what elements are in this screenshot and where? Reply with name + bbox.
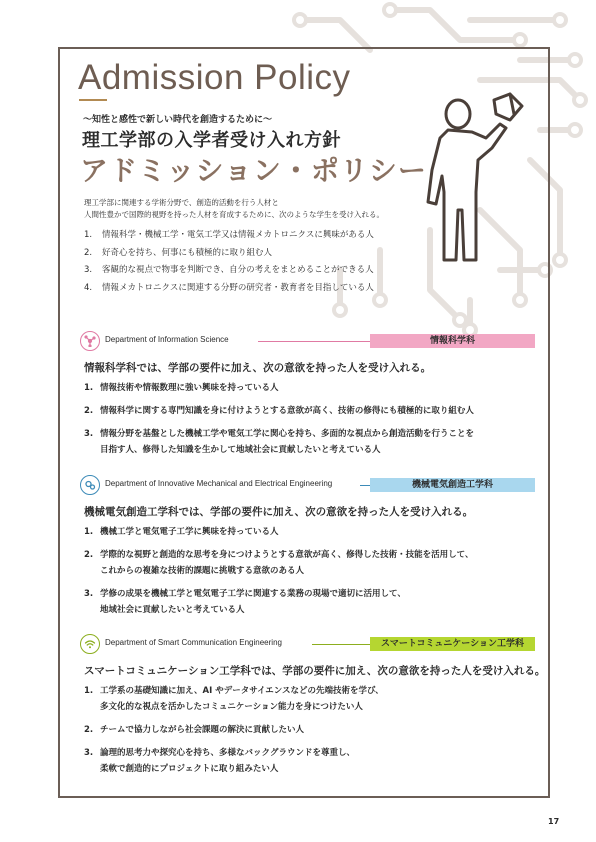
page-number: 17 [548, 817, 560, 826]
dept-divider [312, 644, 370, 645]
dept-divider [360, 485, 370, 486]
policy-item: 1. 情報科学・機械工学・電気工学又は情報メカトロニクスに興味がある人 [84, 230, 374, 240]
list-item: 2. チームで協力しながら社会課題の解決に貢献したい人 [84, 725, 305, 735]
dept-header-information-science [80, 331, 540, 353]
list-item: 3. 論理的思考力や探究心を持ち、多様なバックグラウンドを尊重し、 柔軟で創造的にプロジェクトに取り組みたい人 [84, 748, 356, 774]
wifi-icon [80, 634, 100, 654]
dept-criteria-list [84, 524, 544, 625]
dept-criteria-list [84, 683, 544, 784]
dept-name-jp: スマートコミュニケーション工学科 [370, 637, 535, 651]
dept-name-en: Department of Smart Communication Engineering [105, 638, 282, 647]
list-item: 1. 機械工学と電気電子工学に興味を持っている人 [84, 527, 279, 537]
policy-item: 3. 客観的な視点で物事を判断でき、自分の考えをまとめることができる人 [84, 265, 374, 275]
dept-divider [258, 341, 370, 342]
page-title-en: Admission Policy [78, 58, 351, 97]
page-title-jp: 理工学部の入学者受け入れ方針 [82, 130, 341, 151]
list-item: 1. 情報技術や情報数理に強い興味を持っている人 [84, 383, 279, 393]
dept-lead: スマートコミュニケーション工学科では、学部の要件に加え、次の意欲を持った人を受け入れる。 [84, 665, 546, 677]
list-item: 1. 工学系の基礎知識に加え、AI やデータサイエンスなどの先端技術を学び、 多文化的な視点を活かしたコミュニケーション能力を身につけたい人 [84, 686, 384, 712]
policy-item: 4. 情報メカトロニクスに関連する分野の研究者・教育者を目指している人 [84, 282, 374, 293]
dept-name-en: Department of Information Science [105, 335, 229, 344]
list-item: 2. 学際的な視野と創造的な思考を身につけようとする意欲が高く、修得した技術・技能を活用して、 これからの複雑な技術的課題に挑戦する意欲のある人 [84, 550, 474, 576]
dept-header-smart-communication [80, 634, 540, 656]
list-item: 3. 情報分野を基盤とした機械工学や電気工学に関心を持ち、多面的な視点から創造活動を行うことを 目指す人、修得した知識を生かして地域社会に貢献したいと考えている人 [84, 429, 475, 455]
page-subtitle: 〜知性と感性で新しい時代を創造するために〜 [83, 115, 273, 125]
list-item: 2. 情報科学に関する専門知識を身に付けようとする意欲が高く、技術の修得にも積極的に取り組む人 [84, 406, 474, 416]
page-title-katakana: アドミッション・ポリシー [80, 154, 427, 187]
dept-name-en: Department of Innovative Mechanical and Electrical Engineering [105, 479, 333, 488]
policy-list [84, 227, 374, 297]
network-icon [80, 331, 100, 351]
intro-line: 理工学部に関連する学術分野で、創造的活動を行う人材と [84, 198, 279, 207]
dept-name-jp: 機械電気創造工学科 [370, 478, 535, 492]
title-underline [79, 99, 107, 101]
person-reading-illustration [410, 92, 540, 262]
dept-header-mechanical-electrical [80, 475, 540, 497]
dept-lead: 機械電気創造工学科では、学部の要件に加え、次の意欲を持った人を受け入れる。 [84, 506, 474, 518]
dept-lead: 情報科学科では、学部の要件に加え、次の意欲を持った人を受け入れる。 [84, 362, 432, 374]
intro-line: 人間性豊かで国際的視野を持った人材を育成するために、次のような学生を受け入れる。 [84, 210, 384, 219]
intro-text [84, 197, 384, 221]
policy-item: 2. 好奇心を持ち、何事にも積極的に取り組む人 [84, 247, 273, 258]
gears-icon [80, 475, 100, 495]
dept-name-jp: 情報科学科 [370, 334, 535, 348]
dept-criteria-list [84, 380, 544, 465]
list-item: 3. 学修の成果を機械工学と電気電子工学に関連する業務の現場で適切に活用して、 地域社会に貢献したいと考えている人 [84, 589, 406, 615]
